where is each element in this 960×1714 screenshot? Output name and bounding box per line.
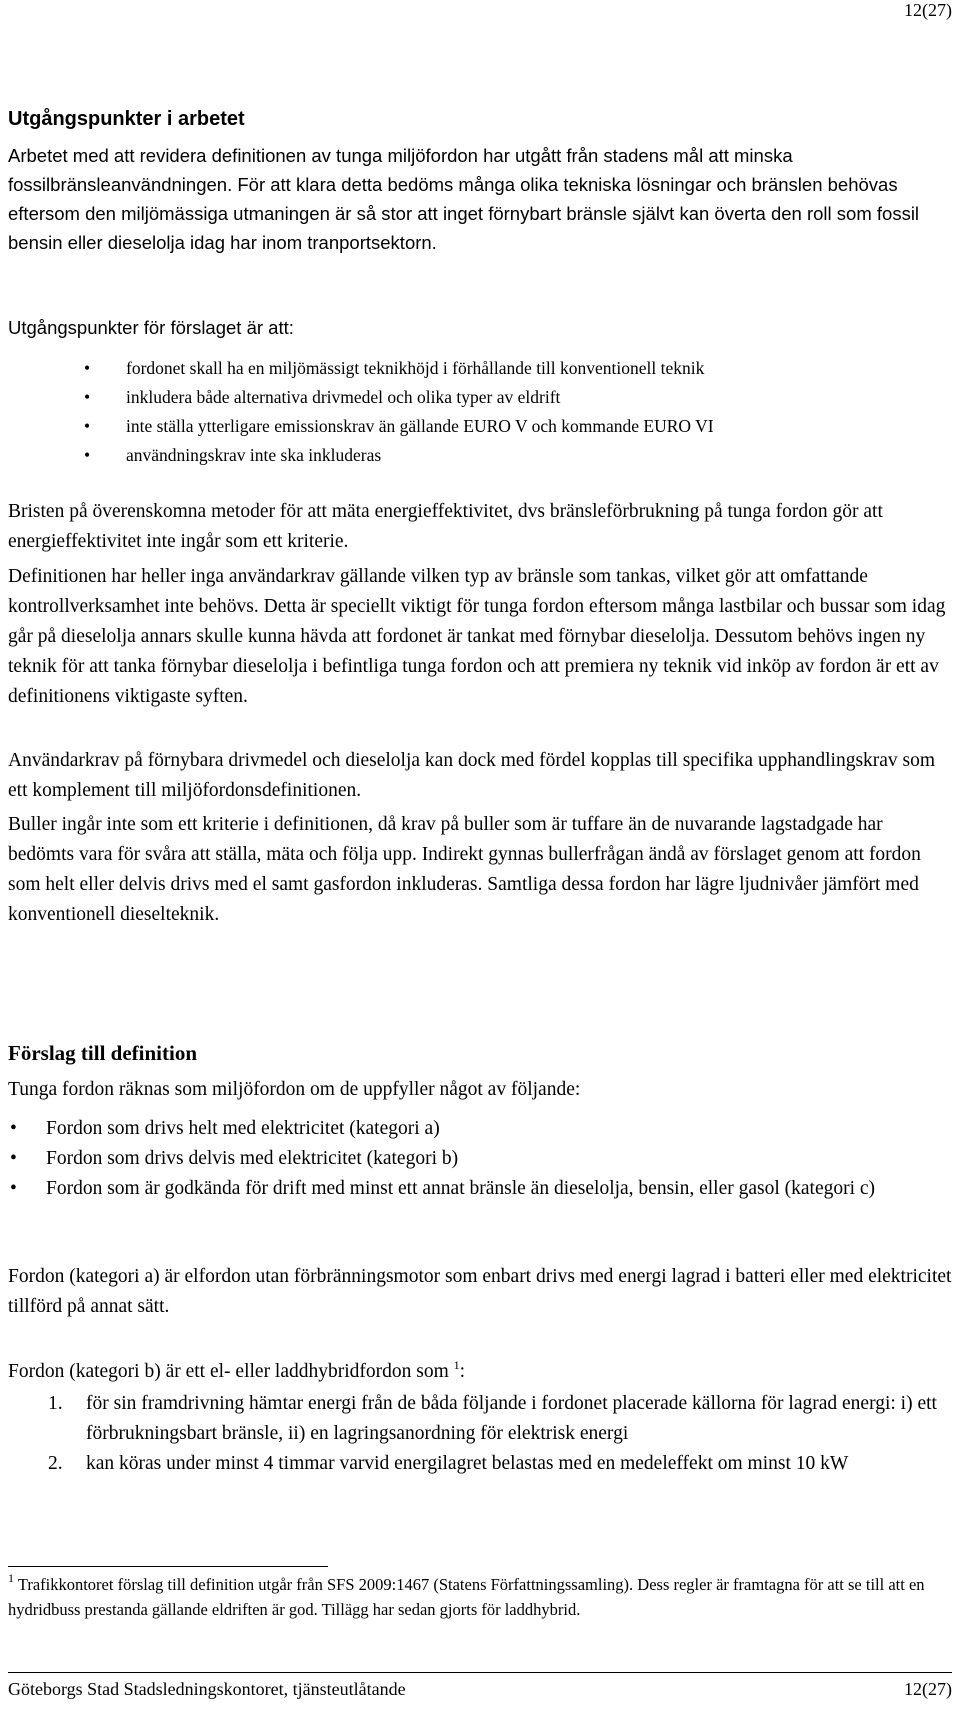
renewable-fuel-paragraph: Användarkrav på förnybara drivmedel och dieselolja kan dock med fördel kopplas till specifika upphandlingskrav som ett komplement till miljöfordonsdefinitionen. (8, 750, 936, 801)
bullet-icon: • (10, 1148, 17, 1169)
footer-organization: Göteborgs Stad Stadsledningskontoret, tjänsteutlåtande (8, 1679, 406, 1699)
list-item-text: Fordon som drivs helt med elektricitet (kategori a) (46, 1118, 440, 1139)
list-item-text: Fordon som drivs delvis med elektricitet (kategori b) (46, 1148, 459, 1169)
list-item-text: fordonet skall ha en miljömässigt teknikhöjd i förhållande till konventionell teknik (126, 358, 705, 378)
list-item (8, 412, 952, 441)
footer-separator (8, 1672, 952, 1673)
footnote-marker: 1 (8, 1571, 14, 1585)
category-a-paragraph: Fordon (kategori a) är elfordon utan förbränningsmotor som enbart drivs med energi lagrad i batteri eller med elektricitet tillförd på annat sätt. (8, 1266, 952, 1317)
numbered-item-text: för sin framdrivning hämtar energi från de båda följande i fordonet placerade källorna för lagrad energi: i) ett förbrukningsbart bränsle, ii) en lagringsanordning för elektrisk energi (86, 1393, 937, 1444)
bullet-icon: • (84, 387, 91, 407)
list-item-text: användningskrav inte ska inkluderas (126, 445, 382, 465)
list-item (8, 1144, 952, 1174)
category-b-text: Fordon (kategori b) är ett el- eller laddhybridfordon som (8, 1361, 449, 1382)
item-number: 1. (48, 1393, 63, 1414)
bullet-icon: • (84, 358, 91, 378)
list-item (8, 354, 952, 383)
energy-efficiency-paragraph: Bristen på överenskomna metoder för att mäta energieffektivitet, dvs bränsleförbrukning på tunga fordon gör att energieffektivitet inte ingår som ett kriterie. (8, 501, 883, 552)
list-item (8, 1114, 952, 1144)
bullet-icon: • (84, 445, 91, 465)
footnote (8, 1572, 952, 1622)
category-b-paragraph (8, 1357, 952, 1387)
starting-points-list (8, 354, 952, 470)
section-heading-forslag: Förslag till definition (8, 1041, 197, 1065)
footnote-reference[interactable]: 1 (453, 1358, 460, 1372)
intro-paragraph: Arbetet med att revidera definitionen av tunga miljöfordon har utgått från stadens mål att minska fossilbränsleanvändningen. För att klara detta bedöms många olika tekniska lösningar och bränslen behövas eftersom den miljömässiga utmaningen är så stor att inget förnybart bränsle självt kan överta den roll som fossil bensin eller dieselolja idag har inom tranportsektorn. (8, 145, 920, 253)
footnote-separator (8, 1566, 328, 1567)
bullet-icon: • (10, 1178, 17, 1199)
category-b-colon: : (459, 1361, 466, 1382)
numbered-item (8, 1449, 952, 1479)
bullet-icon: • (84, 416, 91, 436)
numbered-item-text: kan köras under minst 4 timmar varvid energilagret belastas med en medeleffekt om minst 10 kW (86, 1453, 849, 1474)
footnote-text: Trafikkontoret förslag till definition utgår från SFS 2009:1467 (Statens Författningssamling). Dess regler är framtagna för att se till att en hydridbuss prestanda gällande eldriften är god. Tillägg har sedan gjorts för laddhybrid. (8, 1575, 925, 1619)
list-item (8, 441, 952, 470)
definition-intro: Tunga fordon räknas som miljöfordon om de uppfyller något av följande: (8, 1079, 581, 1100)
proposal-intro: Utgångspunkter för förslaget är att: (8, 317, 294, 338)
list-item-text: Fordon som är godkända för drift med minst ett annat bränsle än dieselolja, bensin, eller gasol (kategori c) (46, 1178, 876, 1199)
list-item (8, 383, 952, 412)
noise-paragraph: Buller ingår inte som ett kriterie i definitionen, då krav på buller som är tuffare än de nuvarande lagstadgade har bedömts vara för svåra att ställa, mäta och följa upp. Indirekt gynnas bullerfrågan ändå av förslaget genom att fordon som helt eller delvis drivs med el samt gasfordon inkluderas. Samtliga dessa fordon har lägre ljudnivåer jämfört med konventionell dieselteknik. (8, 814, 921, 925)
numbered-item (8, 1389, 952, 1449)
page-footer (8, 1676, 952, 1702)
section-heading-utgangspunkter: Utgångspunkter i arbetet (8, 108, 245, 130)
page-number: 12(27) (904, 0, 952, 20)
list-item-text: inkludera både alternativa drivmedel och olika typer av eldrift (126, 387, 561, 407)
footer-page-number: 12(27) (904, 1679, 952, 1699)
user-requirements-paragraph: Definitionen har heller inga användarkrav gällande vilken typ av bränsle som tankas, vilket gör att omfattande kontrollverksamhet inte behövs. Detta är speciellt viktigt för tunga fordon eftersom många lastbilar och bussar som idag går på dieselolja annars skulle kunna hävda att fordonet är tankat med förnybar dieselolja. Dessutom behövs ingen ny teknik för att tanka förnybar dieselolja i befintliga tunga fordon och att premiera ny teknik vid inköp av fordon är ett av definitionens viktigaste syften. (8, 566, 946, 707)
list-item (8, 1174, 952, 1204)
definition-criteria-list (8, 1114, 952, 1204)
bullet-icon: • (10, 1118, 17, 1139)
item-number: 2. (48, 1453, 63, 1474)
category-b-requirements (8, 1389, 952, 1479)
list-item-text: inte ställa ytterligare emissionskrav än gällande EURO V och kommande EURO VI (126, 416, 714, 436)
